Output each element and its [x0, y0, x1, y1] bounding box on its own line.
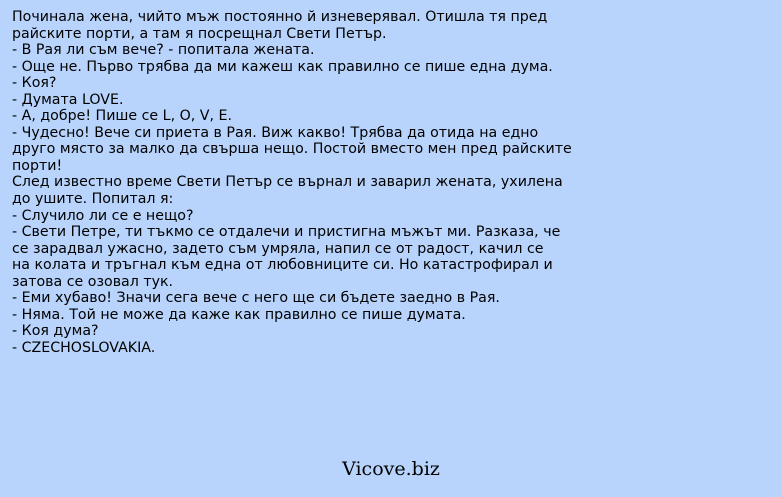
joke-line: затова се озовал тук.: [12, 273, 174, 290]
site-watermark: Vicove.biz: [342, 458, 440, 480]
joke-line: - В Рая ли съм вече? - попитала жената.: [12, 42, 315, 59]
joke-line: - Няма. Той не може да каже как правилно се пише думата.: [12, 306, 466, 323]
joke-line: - Коя?: [12, 75, 57, 92]
joke-line: - CZECHOSLOVAKIA.: [12, 339, 156, 356]
joke-line: - Думата LOVE.: [12, 91, 124, 108]
joke-line: порти!: [12, 157, 63, 174]
joke-line: - Коя дума?: [12, 323, 99, 340]
joke-line: друго място за малко да свърша нещо. Постой вместо мен пред райските: [12, 141, 572, 158]
joke-line: до ушите. Попитал я:: [12, 191, 174, 208]
joke-line: - Чудесно! Вече си приета в Рая. Виж какво! Трябва да отида на едно: [12, 124, 539, 141]
joke-line: - Еми хубаво! Значи сега вече с него ще си бъдете заедно в Рая.: [12, 290, 500, 307]
joke-line: райските порти, а там я посрещнал Свети Петър.: [12, 25, 387, 42]
joke-line: - Още не. Първо трябва да ми кажеш как правилно се пише една дума.: [12, 58, 553, 75]
joke-line: се зарадвал ужасно, задето съм умряла, напил се от радост, качил се: [12, 240, 544, 257]
joke-line: - А, добре! Пише се L, O, V, E.: [12, 108, 232, 125]
joke-line: - Свети Петре, ти тъкмо се отдалечи и пристигна мъжът ми. Разказа, че: [12, 224, 561, 241]
joke-line: След известно време Свети Петър се върнал и заварил жената, ухилена: [12, 174, 563, 191]
joke-text: [12, 9, 602, 356]
joke-line: на колата и тръгнал към една от любовниците си. Но катастрофирал и: [12, 257, 553, 274]
joke-line: - Случило ли се е нещо?: [12, 207, 194, 224]
joke-line: Починала жена, чийто мъж постоянно й изневерявал. Отишла тя пред: [12, 9, 548, 25]
